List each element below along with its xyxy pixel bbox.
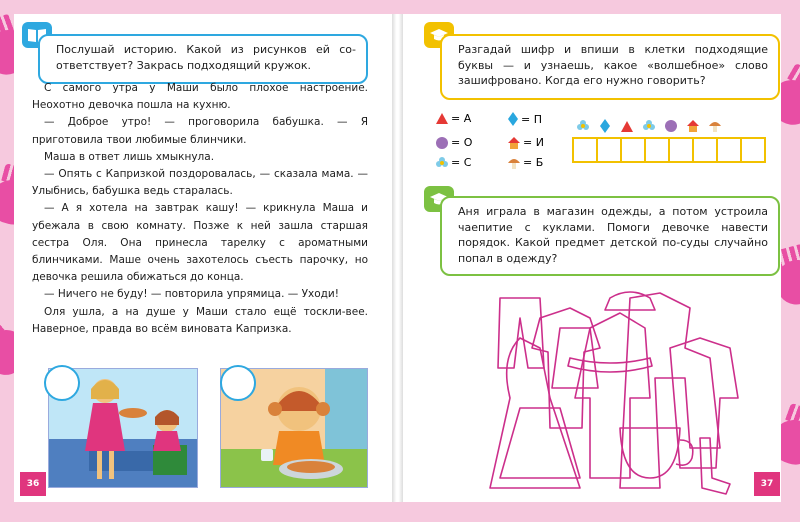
story-paragraph: — Опять с Капризкой поздоровалась, — сказала мама. — Улыбнись, бабушка ведь старалась. [32,168,368,198]
blue-diamond-icon [508,112,518,126]
flower-icon [638,118,660,134]
cipher-key-entry [436,156,471,169]
answer-cell[interactable] [596,137,622,163]
house-icon [508,137,520,149]
house-icon [682,118,704,134]
answer-circle-1[interactable] [44,365,80,401]
page-number-left-text: 36 [26,479,40,489]
story-paragraph: Маша в ответ лишь хмыкнула. [44,150,215,163]
blue-diamond-icon [594,118,616,134]
cipher-key-entry [508,136,544,149]
mushroom-icon [508,157,520,169]
cipher-task-box [440,34,780,100]
answer-cell[interactable] [692,137,718,163]
trousers-outline [498,298,544,368]
answer-cell[interactable] [620,137,646,163]
story-paragraph: — Ничего не буду! — повторила упрямица. — Уходи! [44,288,339,301]
cipher-key-entry [436,112,471,125]
clothes-task-text: Аня играла в магазин одежды, а потом устроила чаепитие с куклами. Помоги девочке навести порядок. Какой предмет детской по-суды случайно попал в одежду? [458,205,768,265]
answer-cell[interactable] [740,137,766,163]
flower-icon [572,118,594,134]
answer-cell[interactable] [572,137,598,163]
cipher-key-entry [508,156,543,169]
page-number-right-text: 37 [760,479,774,489]
listen-task-text: Послушай историю. Какой из рисунков ей со-ответствует? Закрась подходящий кружок. [56,43,356,72]
story-paragraph: Оля ушла, а на душе у Маши стало ещё тоскли-вее. Наверное, правда во всём виновата Капризка. [32,305,368,335]
mushroom-icon [704,118,726,134]
red-triangle-icon [616,118,638,134]
tangled-clothes-drawing [480,288,740,498]
story-paragraph: — Доброе утро! — проговорила бабушка. — Я приготовила твои любимые блинчики. [32,116,368,146]
red-triangle-icon [436,113,448,124]
story-text [32,80,368,338]
jacket-outline [575,313,650,478]
answer-cell[interactable] [716,137,742,163]
answer-circle-2[interactable] [220,365,256,401]
cipher-key-letter: = С [451,156,472,169]
sock-outline [700,438,730,494]
flower-icon [436,157,448,169]
story-paragraph: — А я хотела на завтрак кашу! — крикнула Маша и убежала в свою комнату. Позже к ней зашла старшая сестра Оля. Она принесла тарелку с ароматными блинчиками. Маше очень захотелось съесть парочку, но девочка решила обижаться до конца. [32,202,368,284]
cipher-key-letter: = Б [523,156,544,169]
cipher-key-entry [508,112,542,126]
teacup-outline [620,428,693,478]
page-number-right [754,472,780,496]
story-paragraph: С самого утра у Маши было плохое настроение. Неохотно девочка пошла на кухню. [32,82,368,112]
purple-circle-icon [660,118,682,134]
clothes-task-box [440,196,780,276]
skirt-outline [500,408,580,478]
cipher-key-letter: = О [451,136,473,149]
cipher-symbol-row [572,118,726,134]
cipher-key-letter: = И [523,136,544,149]
listen-task-box [38,34,368,84]
book-gutter [392,14,403,502]
page-number-left [20,472,46,496]
answer-cell[interactable] [644,137,670,163]
answer-cell[interactable] [668,137,694,163]
cipher-task-text: Разгадай шифр и впиши в клетки подходящие буквы — и узнаешь, какое «волшебное» слово зашифровано. Когда его нужно говорить? [458,43,768,87]
cipher-key-letter: = П [521,112,542,126]
cipher-key-letter: = А [451,112,472,125]
answer-cells [572,137,764,163]
purple-circle-icon [436,137,448,149]
cipher-key-entry [436,136,472,149]
vest-outline [552,328,598,388]
